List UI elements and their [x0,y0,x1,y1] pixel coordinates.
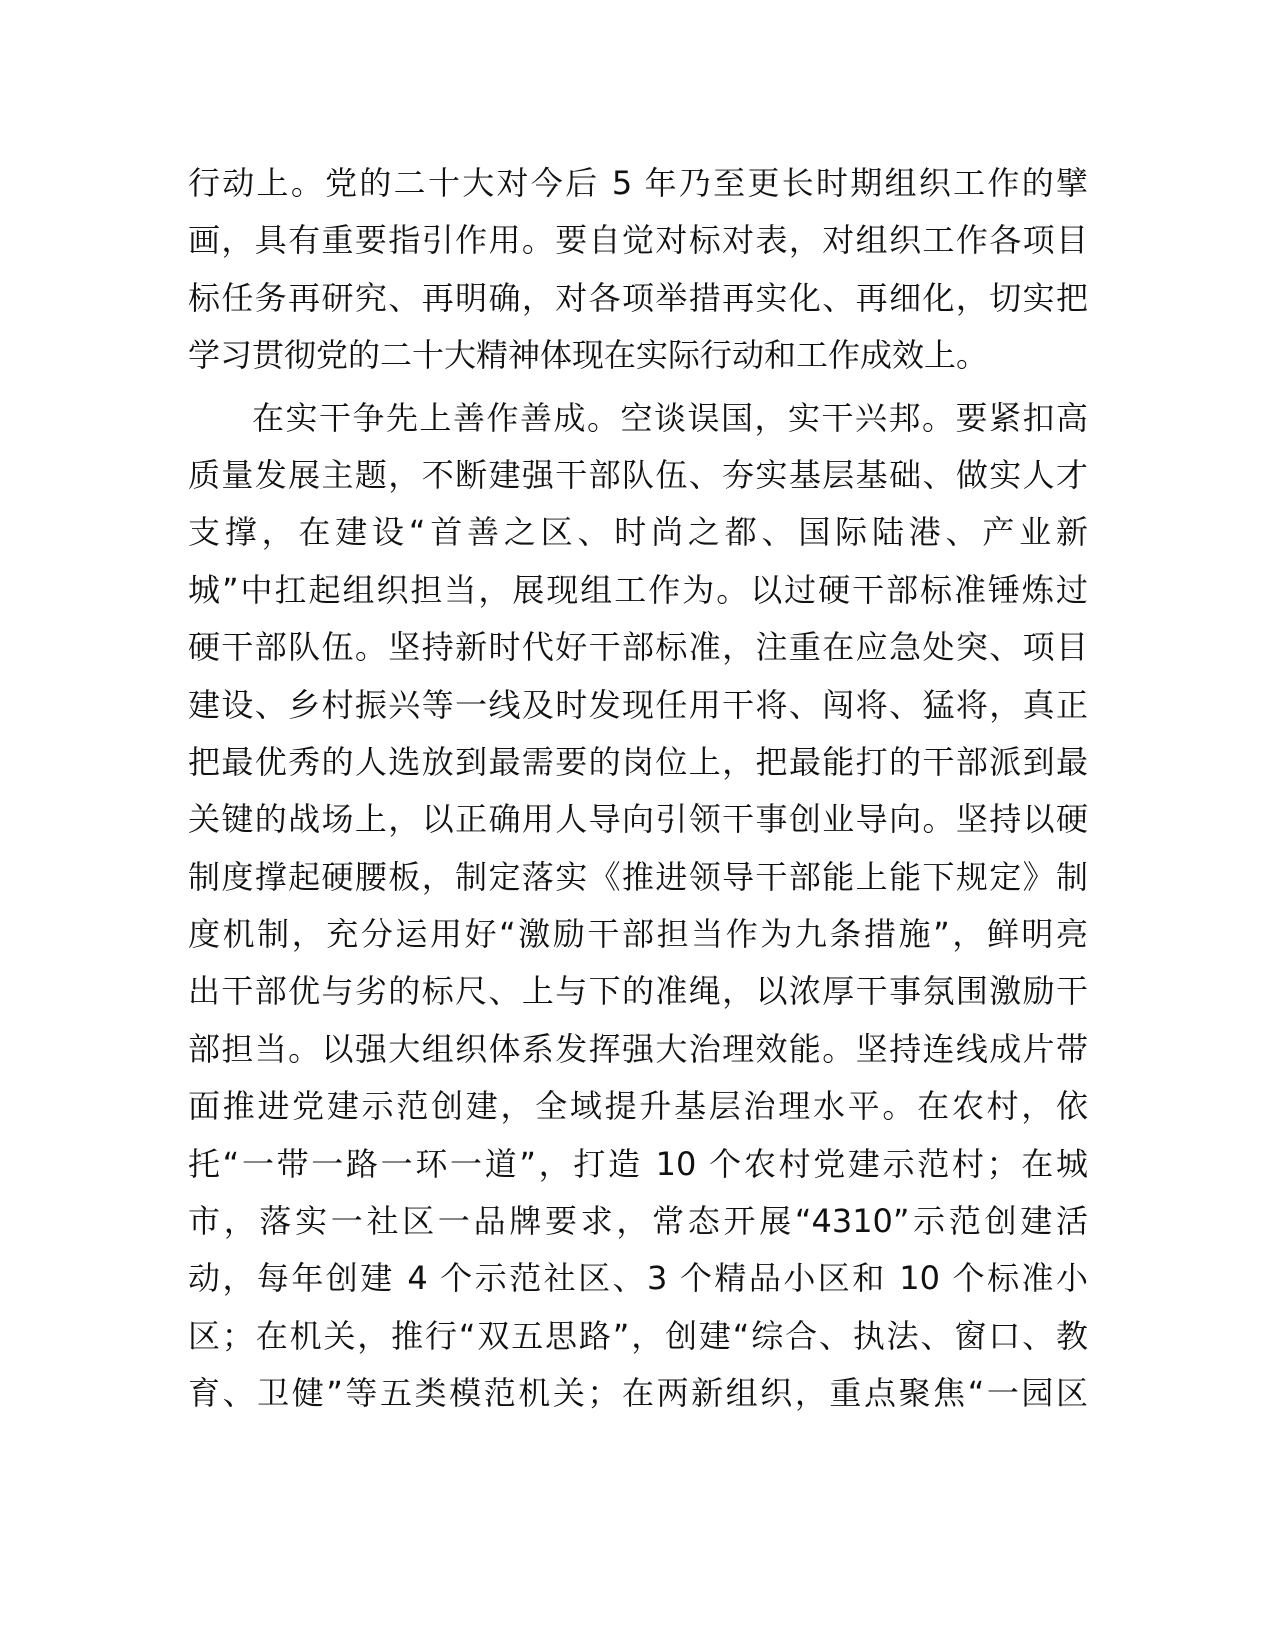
text-line: 学习贯彻党的二十大精神体现在实际行动和工作成效上。 [188,336,989,375]
text-line: 行动上。党的二十大对今后 5 年乃至更长时期组织工作的擘 [188,164,1088,202]
text-line: 制度撑起硬腰板，制定落实《推进领导干部能上能下规定》制 [188,857,1088,896]
text-line: 标任务再研究、再明确，对各项举措再实化、再细化，切实把 [188,278,1088,317]
text-line: 在实干争先上善作善成。空谈误国，实干兴邦。要紧扣高 [252,398,1088,437]
text-line: 出干部优与劣的标尺、上与下的准绳，以浓厚干事氛围激励干 [188,972,1088,1011]
text-line: 关键的战场上，以正确用人导向引领干事创业导向。坚持以硬 [188,800,1088,839]
text-line: 托“一带一路一环一道”，打造 10 个农村党建示范村；在城 [188,1144,1088,1183]
text-line: 市，落实一社区一品牌要求，常态开展“4310”示范创建活 [188,1202,1088,1241]
text-line: 动，每年创建 4 个示范社区、3 个精品小区和 10 个标准小 [188,1259,1088,1298]
paragraph-1 [188,155,1088,385]
text-line: 部担当。以强大组织体系发挥强大治理效能。坚持连线成片带 [188,1029,1088,1068]
text-line: 支撑，在建设“首善之区、时尚之都、国际陆港、产业新 [188,513,1088,552]
text-line: 质量发展主题，不断建强干部队伍、夯实基层基础、做实人才 [188,455,1088,494]
text-line: 育、卫健”等五类模范机关；在两新组织，重点聚焦“一园区 [188,1374,1088,1413]
text-line: 面推进党建示范创建，全域提升基层治理水平。在农村，依 [188,1087,1088,1126]
text-line: 度机制，充分运用好“激励干部担当作为九条措施”，鲜明亮 [188,915,1088,954]
text-line: 区；在机关，推行“双五思路”，创建“综合、执法、窗口、教 [188,1316,1088,1355]
text-line: 城”中扛起组织担当，展现组工作为。以过硬干部标准锤炼过 [188,570,1088,609]
text-line: 把最优秀的人选放到最需要的岗位上，把最能打的干部派到最 [188,742,1088,781]
body-text [188,155,1088,1423]
text-line: 画，具有重要指引作用。要自觉对标对表，对组织工作各项目 [188,221,1088,260]
paragraph-2 [188,390,1088,1423]
text-line: 建设、乡村振兴等一线及时发现任用干将、闯将、猛将，真正 [188,685,1088,724]
text-line: 硬干部队伍。坚持新时代好干部标准，注重在应急处突、项目 [188,628,1088,667]
